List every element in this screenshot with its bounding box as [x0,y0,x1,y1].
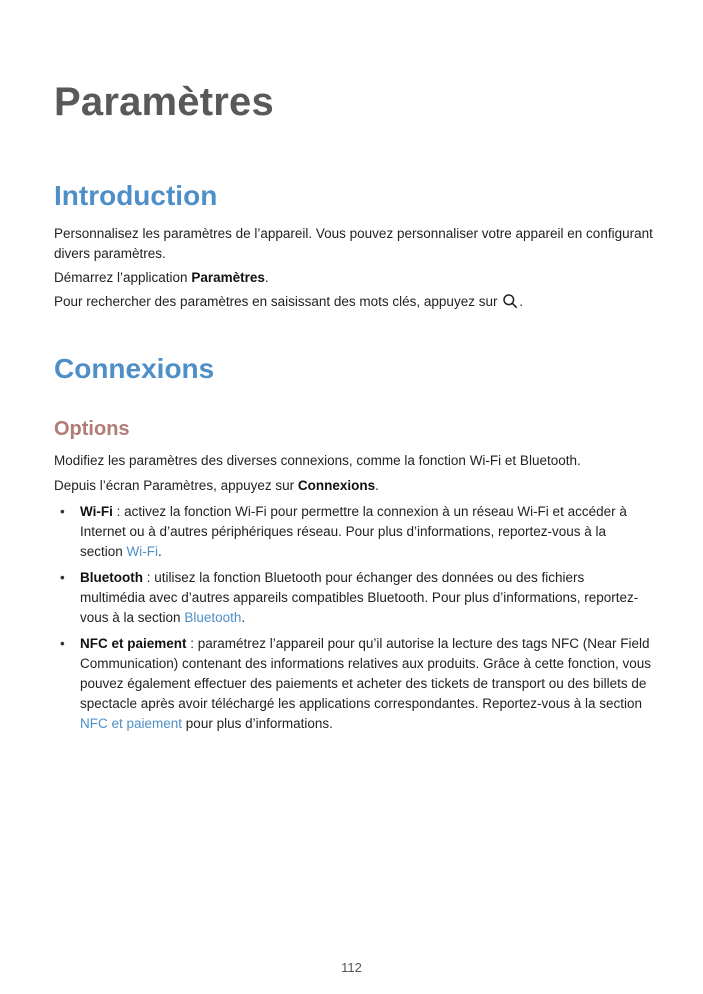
settings-app-name: Paramètres [191,270,265,285]
bullet-dot: • [60,636,65,651]
bluetooth-description: : utilisez la fonction Bluetooth pour échanger des données ou des fichiers multimédia avec d’autres appareils compatibles Bluetooth. Pour plus d’informations, reportez-vous à la section [80,570,639,625]
page-number: 112 [341,960,362,975]
search-text: Pour rechercher des paramètres en saisissant des mots clés, appuyez sur [54,294,502,309]
search-end: . [519,294,523,309]
launch-settings-paragraph [54,268,654,288]
nfc-term: NFC et paiement [80,636,187,651]
bullet-wifi-text [80,502,652,562]
connexions-heading: Connexions [54,353,215,384]
wifi-description: : activez la fonction Wi-Fi pour permettre la connexion à un réseau Wi-Fi et accéder à Internet ou à d’autres périphériques réseau. Pour plus d’informations, reportez-vous à la section [80,504,627,559]
connexions-paragraph: Modifiez les paramètres des diverses connexions, comme la fonction Wi-Fi et Bluetooth. [54,453,581,468]
instruction-end: . [375,478,379,493]
nfc-description: : paramétrez l’appareil pour qu’il autorise la lecture des tags NFC (Near Field Communication) contenant des informations relatives aux produits. Grâce à cette fonction, vous pouvez également effectuer des paiements et acheter des tickets de transport ou des billets de spectacle après avoir téléchargé les applications correspondantes. Reportez-vous à la section [80,636,652,711]
bullet-dot: • [60,570,65,585]
wifi-term: Wi-Fi [80,504,113,519]
introduction-heading: Introduction [54,180,218,211]
bluetooth-section-link[interactable]: Bluetooth [184,610,242,625]
launch-end: . [264,270,269,285]
launch-text: Démarrez l’application [54,270,192,285]
introduction-paragraph: Personnalisez les paramètres de l’appareil. Vous pouvez personnaliser votre appareil en configurant divers paramètres. [54,226,653,261]
search-paragraph [54,292,654,312]
bullet-dot: • [60,504,65,519]
connexions-label: Connexions [297,478,376,493]
page-title: Paramètres [54,80,274,124]
bullet-nfc-text [80,634,652,734]
instruction-text: Depuis l’écran Paramètres, appuyez sur [54,478,298,493]
wifi-section-link[interactable]: Wi-Fi [126,544,159,559]
connexions-instruction [54,476,654,496]
nfc-section-link[interactable]: NFC et paiement [80,716,183,731]
options-heading: Options [54,418,130,440]
nfc-end: pour plus d’informations. [182,716,333,731]
search-icon [502,293,518,309]
bullet-bluetooth-text [80,568,652,628]
wifi-end: . [158,544,162,559]
bluetooth-term: Bluetooth [80,570,143,585]
bluetooth-end: . [241,610,246,625]
